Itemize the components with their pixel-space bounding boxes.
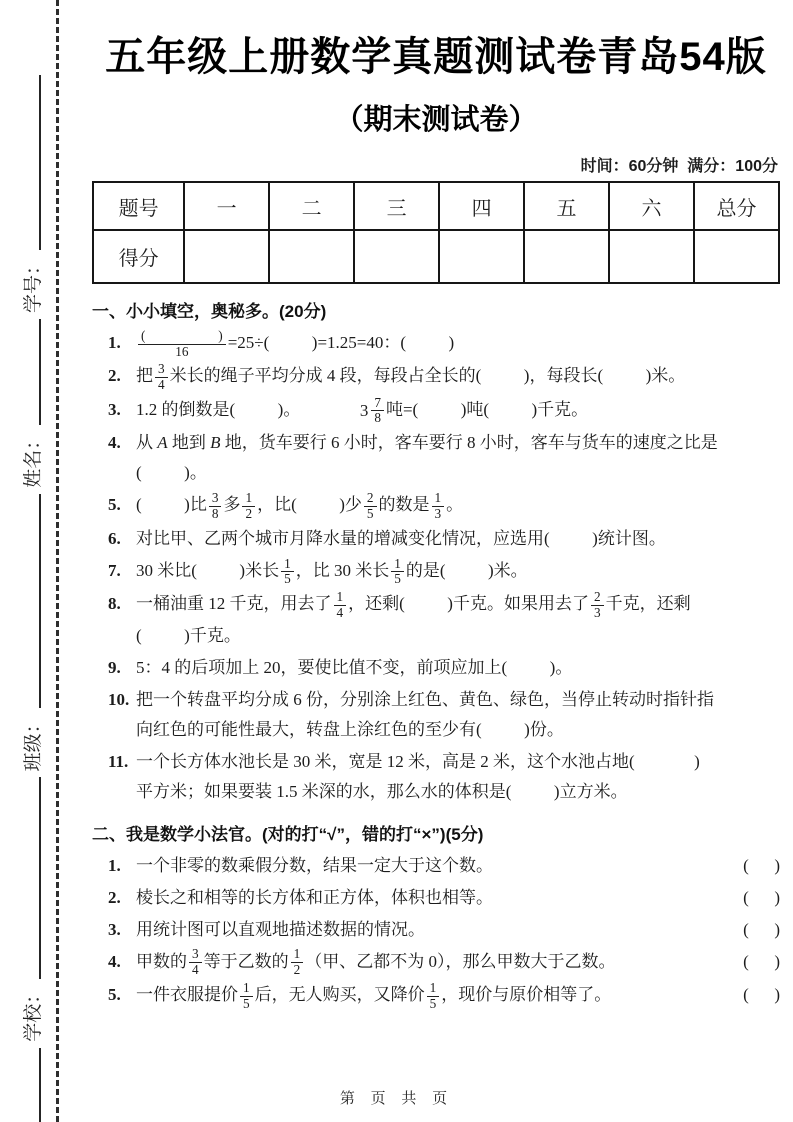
question-body [136,947,733,978]
question-number: 4. [108,433,121,453]
question-text: 用统计图可以直观地描述数据的情况。 [136,919,425,939]
question-number: 3. [108,399,121,419]
fraction [155,362,168,393]
question-text: 一桶油重 12 千克，用去了 [136,594,332,614]
paper-subtitle: （期末测试卷） [334,104,538,136]
score-table-header-cell: 三 [354,182,439,230]
fraction-denominator: 5 [394,571,401,587]
question-text: 30 米比( )米长 [136,560,280,580]
score-empty-cell [524,230,609,283]
variable-letter: A [157,433,168,453]
fraction-denominator: 8 [374,410,381,426]
fraction-denominator: 4 [158,377,165,393]
section1-question-list [108,328,780,807]
fraction [371,396,384,427]
question-body [136,328,780,359]
question-text: 米长的绳子平均分成 4 段，每段占全长的( )，每段长( )米。 [169,366,686,386]
question-body [136,851,733,881]
question-text: 一件衣服提价 [136,985,238,1005]
question-row [108,524,780,554]
fraction-numerator: 7 [371,396,384,412]
question-text: 棱长之和相等的长方体和正方体，体积也相等。 [136,887,493,907]
fraction-denominator: 2 [293,962,301,978]
question-text: 向红色的可能性最大，转盘上涂红色的至少有( )份。 [136,719,564,739]
question-text: 一个长方体水池长是 30 米，宽是 12 米，高是 2 米，这个水池占地( ) [136,751,700,771]
question-body [136,883,733,913]
write-in-line [39,319,41,425]
score-table [92,181,780,284]
fraction [281,557,294,588]
variable-letter: B [210,433,221,453]
score-table-header-cell: 总分 [694,182,779,230]
fraction-numerator: 3 [189,947,202,963]
fraction-denominator: 5 [284,571,291,587]
mixed-whole: 3 [359,400,369,420]
question-number: 4. [108,951,121,971]
question-text: 把 [136,366,153,386]
page-footer: 第 页 共 页 [339,1091,454,1107]
fraction [364,491,377,522]
fraction [240,981,253,1012]
question-number: 1. [108,333,121,352]
question-text: 把一个转盘平均分成 6 份，分别涂上红色、黄色、绿色，当停止转动时指针指 [136,689,714,709]
question-number: 7. [108,560,121,580]
question-text: 地到 [167,433,211,453]
question-number: 6. [108,528,121,548]
fraction-denominator: 3 [593,604,601,620]
score-table-body [93,182,779,283]
score-empty-cell [609,230,694,283]
section2-question-list [108,851,780,1012]
question-number: 2. [108,887,121,907]
student-number-field-label: 学号： [23,255,44,313]
main-content [92,0,780,1014]
question-row [108,428,780,488]
question-row [108,947,780,978]
answer-blank: ( ) [743,985,780,1005]
question-body [136,361,780,392]
question-row [108,395,780,426]
fraction-numerator: 1 [240,981,253,997]
fraction [391,557,404,588]
question-body [136,589,780,650]
question-text: ，还剩( )千克。如果用去了 [348,594,589,614]
question-text: 一个非零的数乘假分数，结果一定大于这个数。 [136,855,493,875]
score-table-header-cell: 题号 [93,182,184,230]
question-number: 2. [108,366,121,386]
question-text: 的是( )米。 [405,560,528,580]
question-body [136,556,780,587]
section1-heading: 一、小小填空，奥秘多。(20分) [92,302,327,321]
mixed-number [360,396,386,427]
write-in-line [39,494,41,709]
school-field-label: 学校： [23,984,44,1042]
score-empty-cell [269,230,354,283]
fraction-numerator: 1 [427,981,440,997]
fraction-numerator: 3 [155,362,168,378]
question-body [136,490,780,521]
fraction [591,590,604,621]
time-and-score-info: 时间：60分钟 满分：100分 [580,158,778,175]
fraction-numerator: 3 [209,491,222,507]
question-text: 地，货车要行 6 小时，客车要行 8 小时，客车与货车的速度之比是 [220,433,718,453]
answer-blank: ( ) [743,951,780,971]
answer-blank: ( ) [743,887,780,907]
fraction [138,329,226,360]
question-body [136,915,733,945]
question-body [136,747,780,807]
dashed-separator-line [56,0,59,1122]
class-field-label: 班级： [23,714,44,772]
score-table-header-cell: 二 [269,182,354,230]
question-row [108,915,780,945]
fraction-denominator: 5 [243,995,250,1011]
question-text: 的数是 [378,495,430,515]
question-number: 5. [108,495,121,515]
question-number: 10. [108,689,130,709]
fraction [209,491,222,522]
score-table-header-cell: 五 [524,182,609,230]
question-number: 1. [108,855,121,875]
fraction-numerator: 1 [291,947,304,963]
fraction-denominator: 4 [192,962,199,978]
question-text: ( )千克。 [136,625,241,645]
question-row [108,980,780,1011]
fraction [432,491,445,522]
question-text: ，比 30 米长 [295,560,390,580]
question-body [136,685,780,745]
score-label-cell: 得分 [93,230,184,283]
fraction-denominator: 16 [175,343,189,359]
answer-blank: ( ) [743,855,780,875]
question-row [108,883,780,913]
question-text: 多 [223,495,241,515]
score-table-header-cell: 一 [184,182,269,230]
question-body [136,395,780,426]
fraction-numerator: 1 [281,557,294,573]
question-row [108,685,780,745]
fraction-denominator: 5 [366,505,374,521]
fraction-denominator: 4 [336,604,344,620]
fraction [189,947,202,978]
answer-blank: ( ) [743,919,780,939]
question-number: 3. [108,919,121,939]
score-table-score-row [93,230,779,283]
question-text: 平方米；如果要装 1.5 米深的水，那么水的体积是( )立方米。 [136,781,628,801]
question-text: =25÷( )=1.25=40：( ) [227,333,455,352]
question-row [108,328,780,359]
score-empty-cell [439,230,524,283]
fraction-numerator: 1 [432,491,445,507]
question-number: 11. [108,751,129,771]
score-table-header-cell: 四 [439,182,524,230]
left-margin-strip [5,75,45,1122]
fraction-denominator: 8 [211,505,219,521]
question-body [136,428,780,488]
section2-heading: 二、我是数学小法官。(对的打“√”，错的打“×”)(5分) [92,824,484,844]
fraction-denominator: 2 [245,505,253,521]
fraction [334,590,347,621]
question-body [136,524,780,554]
question-text: 。 [446,495,464,515]
fraction-denominator: 5 [429,995,437,1011]
question-text: ( )比 [136,495,207,515]
question-text: 甲数的 [136,951,187,971]
question-text: ( )。 [136,463,207,483]
question-text: 对比甲、乙两个城市月降水量的增减变化情况，应选用( )统计图。 [136,528,666,548]
question-row [108,747,780,807]
write-in-line [39,75,41,250]
fraction-numerator: ( ) [138,329,226,345]
score-table-header-cell: 六 [609,182,694,230]
question-row [108,653,780,683]
score-table-header-row [93,182,779,230]
score-empty-cell [184,230,269,283]
paper-title: 五年级上册数学真题测试卷青岛54版 [105,35,767,79]
question-number: 9. [108,657,121,677]
question-text: 后，无人购买，又降价 [254,985,425,1005]
fraction-numerator: 1 [334,590,347,606]
write-in-line [39,777,41,978]
fraction-denominator: 3 [434,505,442,521]
question-row [108,851,780,881]
question-text: 千克，还剩 [605,594,691,614]
question-text: 5：4 的后项加上 20，要使比值不变，前项应加上( )。 [136,657,573,677]
question-text: 等于乙数的 [203,951,289,971]
question-body [136,653,780,683]
question-text: （甲、乙都不为 0），那么甲数大于乙数。 [305,951,616,971]
question-number: 5. [108,985,121,1005]
write-in-line [39,1048,41,1122]
score-empty-cell [694,230,779,283]
fraction-numerator: 2 [591,590,604,606]
question-row [108,361,780,392]
name-field-label: 姓名： [23,430,44,488]
question-text: 1.2 的倒数是( )。 [136,399,360,419]
question-body [136,980,733,1011]
fraction [291,947,304,978]
question-text: 从 [136,433,158,453]
fraction-numerator: 1 [391,557,404,573]
fraction-numerator: 2 [364,491,377,507]
fraction [242,491,255,522]
question-text: 吨=( )吨( )千克。 [385,399,589,419]
fraction-numerator: 1 [242,491,255,507]
fraction [427,981,440,1012]
question-row [108,556,780,587]
question-text: ，现价与原价相等了。 [441,985,612,1005]
question-row [108,589,780,650]
score-empty-cell [354,230,439,283]
question-text: ，比( )少 [257,495,362,515]
question-number: 8. [108,594,121,614]
question-row [108,490,780,521]
